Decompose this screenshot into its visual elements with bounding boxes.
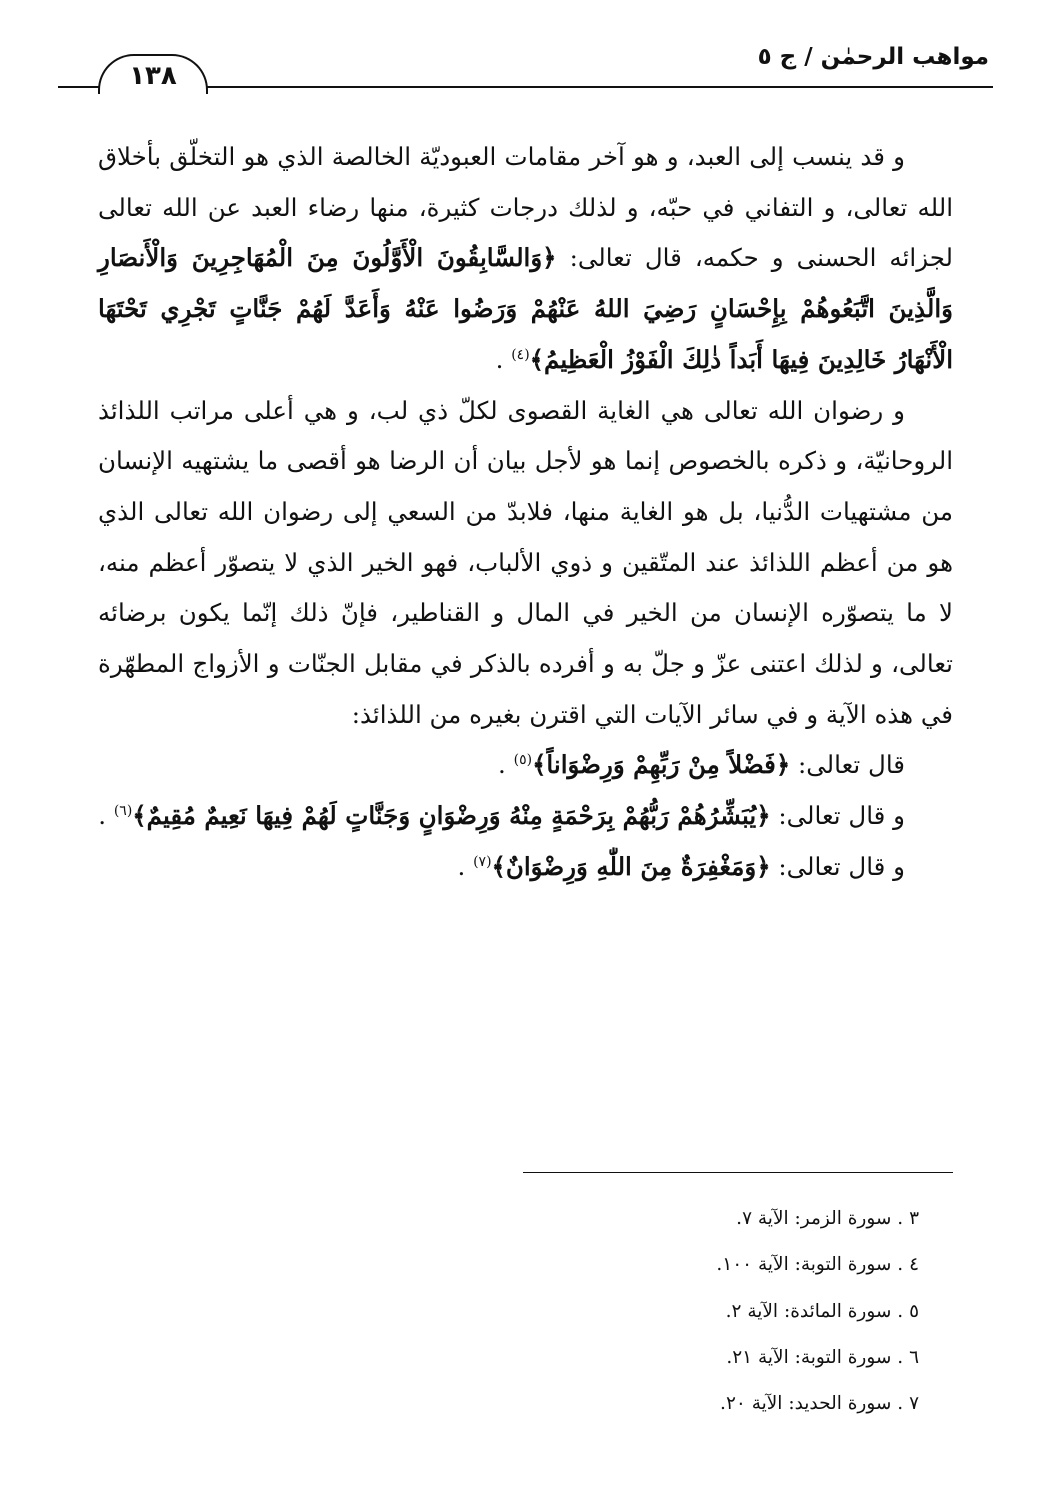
footnote-4: ٤ . سورة التوبة: الآية ١٠٠.	[716, 1254, 919, 1276]
punctuation: .	[498, 750, 514, 780]
quran-verse-4: ﴿وَمَغْفِرَةٌ مِنَ اللّٰهِ وَرِضْوَانٌ﴾	[491, 851, 771, 881]
footnote-ref-4: (٤)	[511, 346, 530, 363]
quote-2-intro: و قال تعالى:	[770, 801, 905, 831]
footnote-separator	[523, 1172, 953, 1173]
punctuation: .	[495, 344, 512, 374]
quote-3-intro: و قال تعالى:	[770, 851, 905, 881]
body-text	[98, 132, 953, 893]
running-header	[58, 28, 993, 98]
running-title: مواهب الرحمٰن / ج ٥	[757, 44, 989, 70]
page-number: ١٣٨	[98, 54, 208, 94]
footnote-5: ٥ . سورة المائدة: الآية ٢.	[725, 1300, 919, 1322]
punctuation: .	[457, 851, 474, 881]
paragraph-1	[98, 132, 953, 386]
punctuation: .	[98, 801, 114, 831]
paragraph-2: و رضوان الله تعالى هي الغاية القصوى لكلّ ذي لب، و هي أعلى مراتب اللذائذ الروحانيّة، و ذكره بالخصوص إنما هو لأجل بيان أن الرضا هو أقصى ما يشتهيه الإنسان من مشتهيات الدُّنيا، بل هو الغاية منها، فلابدّ من السعي إلى رضوان الله تعالى الذي هو من أعظم اللذائذ عند المتّقين و ذوي الألباب، فهو الخير الذي لا يتصوّر أعظم منه، لا ما يتصوّره الإنسان من الخير في المال و القناطير، فإنّ ذلك إنّما يكون برضائه تعالى، و لذلك اعتنى عزّ و جلّ به و أفرده بالذكر في مقابل الجنّات و الأزواج المطهّرة في هذه الآية و في سائر الآيات التي اقترن بغيره من اللذائذ:	[98, 395, 953, 729]
quote-1-intro: قال تعالى:	[790, 750, 905, 780]
paragraph-1-text: و قد ينسب إلى العبد، و هو آخر مقامات العبوديّة الخالصة الذي هو التخلّق بأخلاق الله تعالى، و التفاني في حبّه، و لذلك درجات كثيرة، منها رضاء العبد عن الله تعالى لجزائه الحسنى و حكمه، قال تعالى:	[98, 142, 953, 273]
quote-1	[98, 740, 953, 791]
quran-verse-1: ﴿وَالسَّابِقُونَ الْأَوَّلُونَ مِنَ الْمُهَاجِرِينَ وَالْأَنصَارِ وَالَّذِينَ اتَّبَعُوهُمْ بِإِحْسَانٍ رَضِيَ اللهُ عَنْهُمْ وَرَضُوا عَنْهُ وَأَعَدَّ لَهُمْ جَنَّاتٍ تَجْرِي تَحْتَهَا الْأَنْهَارُ خَالِدِينَ فِيهَا أَبَداً ذٰلِكَ الْفَوْزُ الْعَظِيمُ﴾	[98, 243, 953, 374]
footnotes	[716, 1196, 919, 1427]
footnote-ref-6: (٦)	[113, 802, 133, 819]
quran-verse-2: ﴿فَضْلاً مِنْ رَبِّهِمْ وَرِضْوَاناً﴾	[532, 750, 791, 780]
footnote-3: ٣ . سورة الزمر: الآية ٧.	[736, 1208, 919, 1229]
footnote-6: ٦ . سورة التوبة: الآية ٢١.	[726, 1346, 919, 1368]
quran-verse-3: ﴿يُبَشِّرُهُمْ رَبُّهُمْ بِرَحْمَةٍ مِنْهُ وَرِضْوَانٍ وَجَنَّاتٍ لَهُمْ فِيهَا نَعِيمٌ مُقِيمٌ﴾	[132, 801, 771, 831]
footnote-ref-7: (٧)	[473, 853, 492, 870]
footnote-ref-5: (٥)	[513, 752, 533, 769]
quote-2	[98, 791, 953, 842]
quote-3	[98, 842, 953, 893]
footnote-7: ٧ . سورة الحديد: الآية ٢٠.	[720, 1393, 919, 1415]
